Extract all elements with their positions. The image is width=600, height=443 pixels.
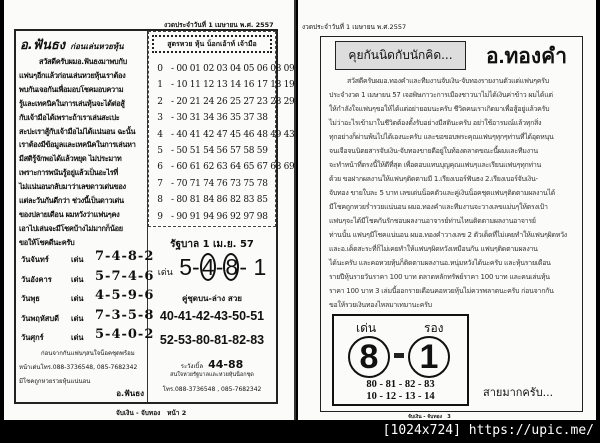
row-values: 40 41 42 47 45 46 48 49 43: [176, 129, 295, 140]
circled-digit: 4: [201, 254, 215, 280]
day-numbers: 5-4-0-2: [95, 327, 155, 342]
separator: -: [171, 64, 177, 74]
day-name: วันพุธ: [21, 294, 40, 303]
row-key: 5: [157, 146, 163, 156]
left-column: [16, 31, 155, 402]
row-values: 10 11 12 13 14 16 17 18 19: [176, 80, 295, 91]
formula-row: [149, 130, 294, 140]
author-name: อ.ฟันธง: [20, 38, 66, 53]
row-key: 0: [157, 64, 163, 74]
row-values: 50 51 54 56 57 58 59: [176, 146, 268, 156]
separator: -: [171, 146, 177, 156]
pair-label: คู่ชุดบน-ล่าง สวย: [182, 294, 242, 303]
issue-header: งวดประจำวันที่ 1 เมษายน พ.ศ. 2557: [164, 21, 274, 29]
dash: [394, 353, 404, 358]
row-key: 7: [157, 178, 163, 189]
play-numbers: เด่น 5-4-8- 1: [157, 254, 267, 280]
digit: 5: [179, 254, 193, 280]
formula-row: [149, 179, 268, 189]
circled-digit: 8: [225, 254, 239, 280]
body-line: ท่านนั้น แฟนๆมีโชคแน่นอน ผมอ.ทองคำวางเลข 2 ตัวเด็ดที่ไม่เคยทำให้แฟนๆผิดหวัง: [329, 231, 567, 239]
right-page: [298, 0, 596, 420]
day-name: วันจันทร์: [21, 255, 49, 264]
day-numbers: 7-3-5-8: [95, 307, 155, 323]
body-line: แฟนๆจะได้มีโชคกันรักชอบผลงานอาจารย์ท่านไหนติดตามผลงานอาจารย์: [329, 217, 536, 225]
contact-line-2: โทร.088-3736548 , 085-7682342: [162, 386, 262, 393]
body-line: จนเจือจนนิตยสารจับเงิน-จับทองขายดีอยู่ในท้องตลาดขณะนี้ผมและทีมงาน: [329, 147, 538, 155]
main-label: เด่น: [356, 321, 377, 335]
intro-line: ของปลายเดือน ผมหวังว่าแฟนๆคง: [19, 209, 120, 219]
formula-title: สูตรหวย หุ้น น็อกเอ้าท์ เจ้ามือ: [152, 35, 272, 53]
day-pick: [21, 307, 155, 323]
day-numbers: 4-5-9-6: [95, 288, 155, 303]
play-label: เด่น: [71, 313, 84, 323]
column-subtitle: ก่อนเล่นหวยหุ้น: [70, 42, 124, 51]
right-article-box: [320, 36, 583, 412]
intro-line: สวัสดีครับผมอ.ฟันธงมาพบกับ: [39, 57, 127, 66]
intro-line: แต่ละวันกันดีกว่า ช่วงนี้เป็นดาวเด่น: [19, 196, 124, 206]
intro-line: กับเจ้ามือได้เพราะถ้าเราเล่นสะเปะ: [19, 112, 120, 122]
row-key: 9: [157, 211, 163, 222]
day-pick: [21, 249, 155, 264]
separator: -: [171, 129, 177, 140]
body-line: รายปีหุ้นรายวันราคา 100 บาท ตลาดหลักทรัพย์ราคา 100 บาท และคนเล่นหุ้น: [329, 273, 550, 281]
caution-label: ระวังเบิ้ล: [180, 363, 203, 370]
row-values: 20 21 24 26 25 27 23 28 29: [176, 96, 295, 107]
row-key: 1: [157, 80, 163, 91]
body-line: ราคา 100 บาท 3 เล่มนี้ออกรายเดือนคอหวยหุ้นไม่ควรพลาดนะครับ ก่อนจากกัน: [329, 287, 554, 295]
body-line: ประจำงวด 1 เมษายน 57 เจอพิษภาวะการเมืองชาวนาไม่ได้เงินค่าข้าว ผมได้แต่: [329, 91, 553, 99]
sub-digit: 1: [408, 336, 450, 378]
row-key: 8: [157, 195, 163, 206]
intro-line: รู้และเทคนิคในการเล่นหุ้นจะได้ต่อสู้: [19, 98, 125, 108]
intro-line: แฟนๆอีกแล้วก่อนเล่นหวยหุ้นเราต้อง: [19, 70, 126, 80]
article-body: [329, 74, 567, 312]
caution-line: [148, 353, 276, 372]
sub-label: รอง: [424, 321, 444, 335]
play-label: เด่น: [71, 333, 84, 342]
intro-line: ไม่แน่นอนกลับมาว่าเลขดาวเด่นของ: [19, 182, 126, 192]
numbers-row-1: 80 - 81 - 82 - 83: [366, 379, 435, 390]
body-line: จับทอง ขายใบละ 5 บาท เลขเด่นน็อคตัวและคู่เงินน็อคชุดแฟนๆติดตามผลงานได้: [329, 189, 556, 197]
outro-line: หน้าเด่นโทร.088-3736548, 085-7682342: [19, 364, 138, 371]
formula-row: [149, 146, 268, 156]
formula-row: [149, 80, 294, 90]
separator: -: [171, 96, 177, 107]
play-label: เด่น: [157, 267, 173, 277]
title-box: คุยกันนิดกับนักคิด...: [335, 41, 466, 70]
separator: -: [171, 195, 177, 206]
row-key: 4: [157, 129, 163, 140]
result-box: [332, 314, 469, 406]
row-key: 2: [157, 96, 163, 107]
body-line: ขอให้รวยเงินทองไหลมาเทมานะครับ: [329, 301, 432, 309]
intro-line: พบกันเจอกันเพื่อมอบโชคมอบความ: [19, 84, 124, 94]
day-name: วันศุกร์: [21, 333, 44, 342]
separator: -: [171, 178, 177, 189]
body-line: ให้กำลังใจแฟนๆขอให้ได้แต่อย่ายอมนะครับ ชีวิตคนเราเกิดมาเพื่อสู้อยู่แล้วครับ: [329, 105, 550, 113]
row-values: 80 81 84 86 82 83 85: [176, 195, 268, 206]
intro-line: เพราะการพนันรู้อยู่แล้วเป็นอะไรที่: [19, 168, 118, 178]
day-pick: [21, 327, 155, 342]
row-values: 90 91 94 96 92 97 98: [176, 211, 268, 222]
pairs-line-1: 40-41-42-43-50-51: [159, 309, 265, 323]
day-numbers: 7-4-8-2: [95, 249, 155, 264]
signature: อ.ฟันธง: [116, 389, 144, 398]
column-title: [20, 34, 124, 55]
intro-line: สะปะเราสู้กับเจ้ามือไม่ได้แน่นอน ฉะนั้น: [19, 126, 136, 136]
formula-row: [149, 195, 268, 205]
page-footer: จับเงิน - จับทอง หน้า 2: [116, 409, 187, 417]
closing-text: สายมากครับ...: [483, 386, 554, 399]
row-values: 30 31 34 36 35 37 38: [176, 113, 268, 124]
left-article-box: [14, 29, 295, 404]
main-digit: 8: [348, 336, 390, 378]
formula-row: [149, 162, 294, 172]
outro-line: ก่อนจากกันแฟนๆสนใจน็อคชุดพร้อม: [41, 350, 135, 357]
watermark: [1024x724] https://upic.me/: [382, 423, 594, 438]
left-page: [4, 0, 296, 420]
author-name: อ.ทองคำ: [486, 45, 567, 68]
formula-row: [149, 97, 294, 107]
row-key: 6: [157, 162, 163, 173]
formula-row: [149, 113, 268, 123]
play-label: เด่น: [71, 294, 84, 303]
row-key: 3: [157, 113, 163, 124]
numbers-row-2: 10 - 12 - 13 - 14: [366, 391, 435, 402]
body-line: มีโชคถูกหวยร่ำรวยแน่นอน ผมอ.ทองคำและทีมงานจะวางเลขแม่นๆให้ตรงเป้า: [329, 203, 548, 211]
day-pick: [21, 288, 155, 303]
gov-title: รัฐบาล 1 เม.ย. 57: [170, 239, 254, 250]
separator: -: [171, 211, 177, 222]
row-values: 60 61 62 63 64 65 67 68 69: [176, 162, 295, 173]
day-name: วันอังคาร: [21, 274, 52, 284]
separator: -: [171, 80, 177, 91]
separator: -: [171, 162, 177, 173]
body-line: สวัสดีครับผมอ.ทองคำและทีมงานจับเงิน-จับทองรายงานตัวแด่แฟนๆครับ: [347, 77, 549, 85]
body-line: ทุกอย่างก็ผ่านพ้นไปได้เองนะครับ และขอขอบพระคุณแฟนๆทุกๆท่านที่ได้อุดหนุน: [329, 133, 554, 141]
digit: 1: [253, 254, 267, 280]
formula-row: [149, 64, 294, 74]
body-line: และอ.เด็ดสะระที่ก็ไม่เคยทำให้แฟนๆผิดหวังเหมือนกัน แฟนๆติดตามผลงาน: [329, 245, 538, 253]
body-line: ได้นะครับ และคอหวยหุ้นก็ติดตามผลงานอ.หนุ่มหวังได้นะครับ และหุ้นรายเดือน: [329, 259, 551, 267]
intro-line: เราต้องมีข้อมูลและเทคนิคในการเล่นหา: [19, 140, 136, 150]
intro-line: ขอให้โชคดีนะครับ: [19, 237, 75, 247]
day-pick: [21, 268, 155, 284]
play-label: เด่น: [71, 274, 84, 284]
body-line: จะทำหน้าที่ตรงนี้ให้ดีที่สุด เพื่อตอบแทนบุญคุณแฟนๆและเรียนแฟนๆทุกท่าน: [329, 161, 542, 169]
outro-line: มีโชคถูกหวยรวยหุ้นแน่นอน: [19, 378, 91, 385]
intro-line: มีสติรู้จักพอได้แล้วหยุด ไม่ประมาท: [19, 154, 122, 164]
page-footer: จับเงิน - จับทอง 3: [408, 414, 451, 420]
separator: -: [171, 113, 177, 124]
contact-line-1: สนใจหวยรัฐบาลและหวยหุ้นน็อกชุด: [170, 372, 254, 378]
body-line: ด้วย ขอฝากผลงานให้แฟนๆติดตามมี 1.เรียงเบอร์ฟันธง 2.เรียงเบอร์จับเงิน-: [329, 175, 538, 183]
intro-line: เอาไปเล่นจะมีโชคบ้างไม่มากก็น้อย: [19, 223, 123, 233]
government-lottery-panel: [148, 227, 276, 402]
row-values: 70 71 74 76 73 75 78: [176, 178, 268, 189]
body-line: ไม่ว่าอะไรเข้ามาในชีวิตต้องตั้งรับอย่างมีสตินะครับ อย่าใช้อารมณ์แล้วทุกสิ่ง: [329, 119, 542, 127]
formula-row: [149, 212, 268, 222]
issue-header: งวดประจำวันที่ 1 เมษายน พ.ศ.2557: [302, 23, 407, 31]
outro-text: [19, 347, 137, 389]
day-numbers: 5-7-4-6: [95, 268, 155, 284]
intro-text: [19, 55, 136, 250]
pairs-line-2: 52-53-80-81-82-83: [159, 333, 265, 347]
day-name: วันพฤหัสบดี: [21, 313, 59, 323]
row-values: 00 01 02 03 04 05 06 08 09: [176, 64, 295, 74]
caution-numbers: 44-88: [208, 358, 244, 371]
formula-table: [148, 31, 295, 227]
play-label: เด่น: [71, 255, 84, 264]
